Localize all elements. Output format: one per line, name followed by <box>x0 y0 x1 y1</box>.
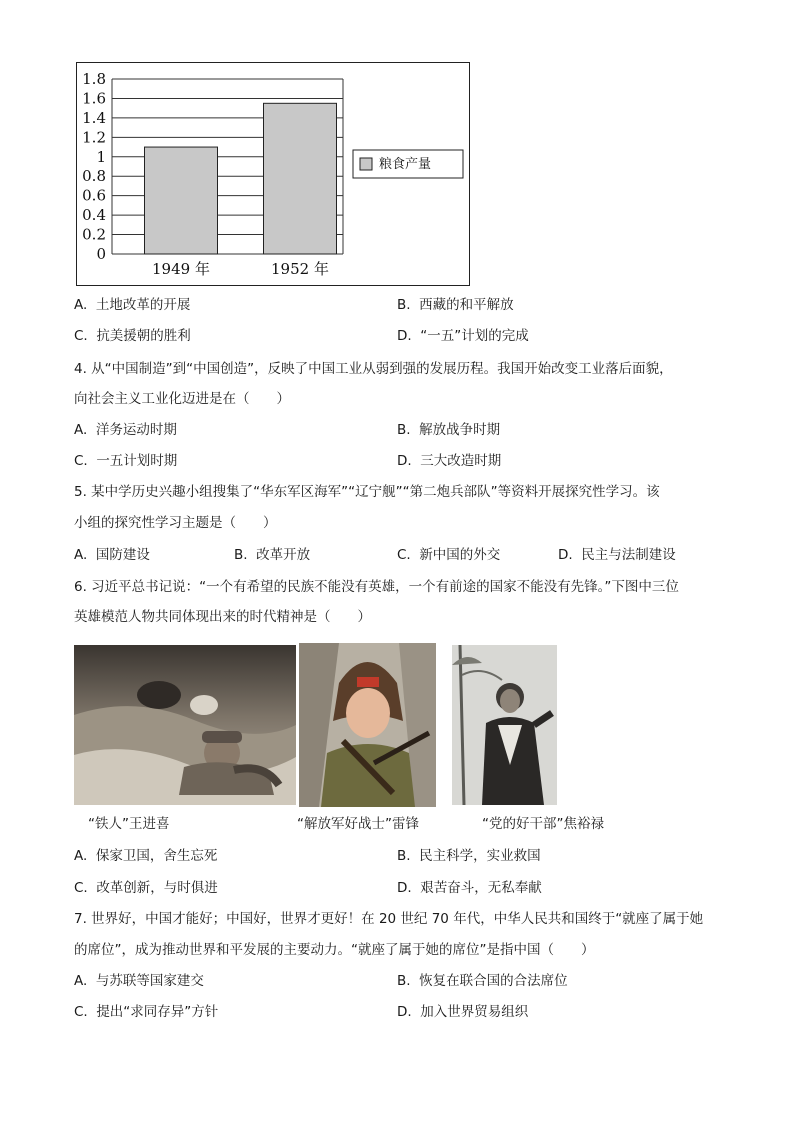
q6-option-d[interactable] <box>397 879 542 897</box>
q6-option-a[interactable] <box>74 847 217 865</box>
q5-option-b[interactable] <box>234 546 310 564</box>
chart-canvas <box>76 62 470 286</box>
option-text: 三大改造时期 <box>420 453 502 469</box>
option-text: 保家卫国，舍生忘死 <box>95 848 218 864</box>
option-text: 一五计划时期 <box>96 453 178 469</box>
option-text: 改革开放 <box>256 547 311 563</box>
option-letter: C. <box>74 1004 88 1020</box>
option-text: 艰苦奋斗，无私奉献 <box>420 880 542 896</box>
y-tick-label: 0 <box>96 245 106 263</box>
q3-option-d[interactable] <box>397 327 529 345</box>
q5-stem-line-1: 5. 某中学历史兴趣小组搜集了“华东军区海军”“辽宁舰”“第二炮兵部队”等资料开展探究性学习。该 <box>74 484 660 500</box>
option-text: 加入世界贸易组织 <box>420 1004 529 1020</box>
option-text: 恢复在联合国的合法席位 <box>419 973 568 989</box>
option-letter: B. <box>397 848 411 864</box>
bar-0 <box>145 147 218 254</box>
q4-stem-line-2: 向社会主义工业化迈进是在（ ） <box>74 391 290 407</box>
legend-swatch <box>360 158 372 170</box>
photo-lei-feng <box>299 643 436 807</box>
q5-stem-line-2: 小组的探究性学习主题是（ ） <box>74 515 277 531</box>
q5-option-c[interactable] <box>397 546 500 564</box>
option-text: 新中国的外交 <box>419 547 501 563</box>
q5-option-d[interactable] <box>558 546 676 564</box>
x-category-label: 1949 年 <box>152 260 210 278</box>
q5-option-a[interactable] <box>74 546 150 564</box>
option-text: 改革创新，与时俱进 <box>96 880 218 896</box>
q7-option-b[interactable] <box>397 972 568 990</box>
q6-option-b[interactable] <box>397 847 541 865</box>
y-tick-label: 1.4 <box>82 108 106 127</box>
q3-option-c[interactable] <box>74 327 191 345</box>
y-tick-label: 1.2 <box>82 128 106 147</box>
q6-stem-line-2: 英雄模范人物共同体现出来的时代精神是（ ） <box>74 609 371 625</box>
y-tick-label: 0.6 <box>82 186 106 205</box>
q4-option-c[interactable] <box>74 452 177 470</box>
option-letter: D. <box>397 1004 412 1020</box>
option-letter: C. <box>397 547 411 563</box>
y-tick-label: 0.2 <box>82 225 106 244</box>
caption-wang-jinxi: “铁人”王进喜 <box>88 816 170 832</box>
grain-output-bar-chart <box>76 62 470 286</box>
option-letter: C. <box>74 328 88 344</box>
option-text: 提出“求同存异”方针 <box>96 1004 219 1020</box>
option-letter: B. <box>397 973 411 989</box>
option-text: 西藏的和平解放 <box>419 297 514 313</box>
y-tick-label: 0.4 <box>82 206 106 225</box>
y-tick-label: 1.6 <box>82 89 106 108</box>
q3-option-a[interactable] <box>74 296 190 314</box>
caption-jiao-yulu: “党的好干部”焦裕禄 <box>482 816 604 832</box>
option-text: 土地改革的开展 <box>95 297 191 313</box>
option-text: 洋务运动时期 <box>95 422 177 438</box>
option-letter: C. <box>74 880 88 896</box>
bar-1 <box>264 103 337 254</box>
option-letter: C. <box>74 453 88 469</box>
q4-option-d[interactable] <box>397 452 501 470</box>
y-tick-label: 0.8 <box>82 167 106 186</box>
option-letter: B. <box>234 547 248 563</box>
option-letter: D. <box>397 453 412 469</box>
chart-y-ticks <box>82 70 106 263</box>
option-text: 解放战争时期 <box>419 422 501 438</box>
q7-stem-line-1: 7. 世界好，中国才能好；中国好，世界才更好！在 20 世纪 70 年代，中华人民共和国终于“就座了属于她 <box>74 911 704 927</box>
option-text: 民主科学，实业救国 <box>419 848 541 864</box>
option-letter: A. <box>74 973 88 989</box>
y-tick-label: 1.8 <box>82 70 106 88</box>
option-letter: A. <box>74 422 88 438</box>
x-category-label: 1952 年 <box>271 260 329 278</box>
option-letter: A. <box>74 848 88 864</box>
q6-stem-line-1: 6. 习近平总书记说：“一个有希望的民族不能没有英雄，一个有前途的国家不能没有先锋。”下图中三位 <box>74 579 679 595</box>
chart-legend <box>353 150 463 178</box>
q4-option-a[interactable] <box>74 421 177 439</box>
option-letter: A. <box>74 297 88 313</box>
option-letter: D. <box>397 328 412 344</box>
option-letter: D. <box>558 547 573 563</box>
option-letter: D. <box>397 880 412 896</box>
q4-option-b[interactable] <box>397 421 500 439</box>
q7-option-d[interactable] <box>397 1003 528 1021</box>
option-letter: B. <box>397 422 411 438</box>
y-tick-label: 1 <box>96 147 106 166</box>
option-text: 与苏联等国家建交 <box>95 973 204 989</box>
q4-stem-line-1: 4. 从“中国制造”到“中国创造”，反映了中国工业从弱到强的发展历程。我国开始改变工业落后面貌， <box>74 361 673 377</box>
option-letter: B. <box>397 297 411 313</box>
legend-label: 粮食产量 <box>379 157 432 172</box>
option-text: 国防建设 <box>95 547 150 563</box>
caption-lei-feng: “解放军好战士”雷锋 <box>297 816 419 832</box>
photo-wang-jinxi <box>74 645 296 805</box>
q7-option-c[interactable] <box>74 1003 218 1021</box>
option-text: “一五”计划的完成 <box>420 328 529 344</box>
option-text: 抗美援朝的胜利 <box>96 328 191 344</box>
q7-option-a[interactable] <box>74 972 204 990</box>
q6-option-c[interactable] <box>74 879 218 897</box>
q3-option-b[interactable] <box>397 296 514 314</box>
q7-stem-line-2: 的席位”，成为推动世界和平发展的主要动力。“就座了属于她的席位”是指中国（ ） <box>74 942 595 958</box>
option-text: 民主与法制建设 <box>581 547 676 563</box>
option-letter: A. <box>74 547 88 563</box>
photo-jiao-yulu <box>452 645 557 805</box>
